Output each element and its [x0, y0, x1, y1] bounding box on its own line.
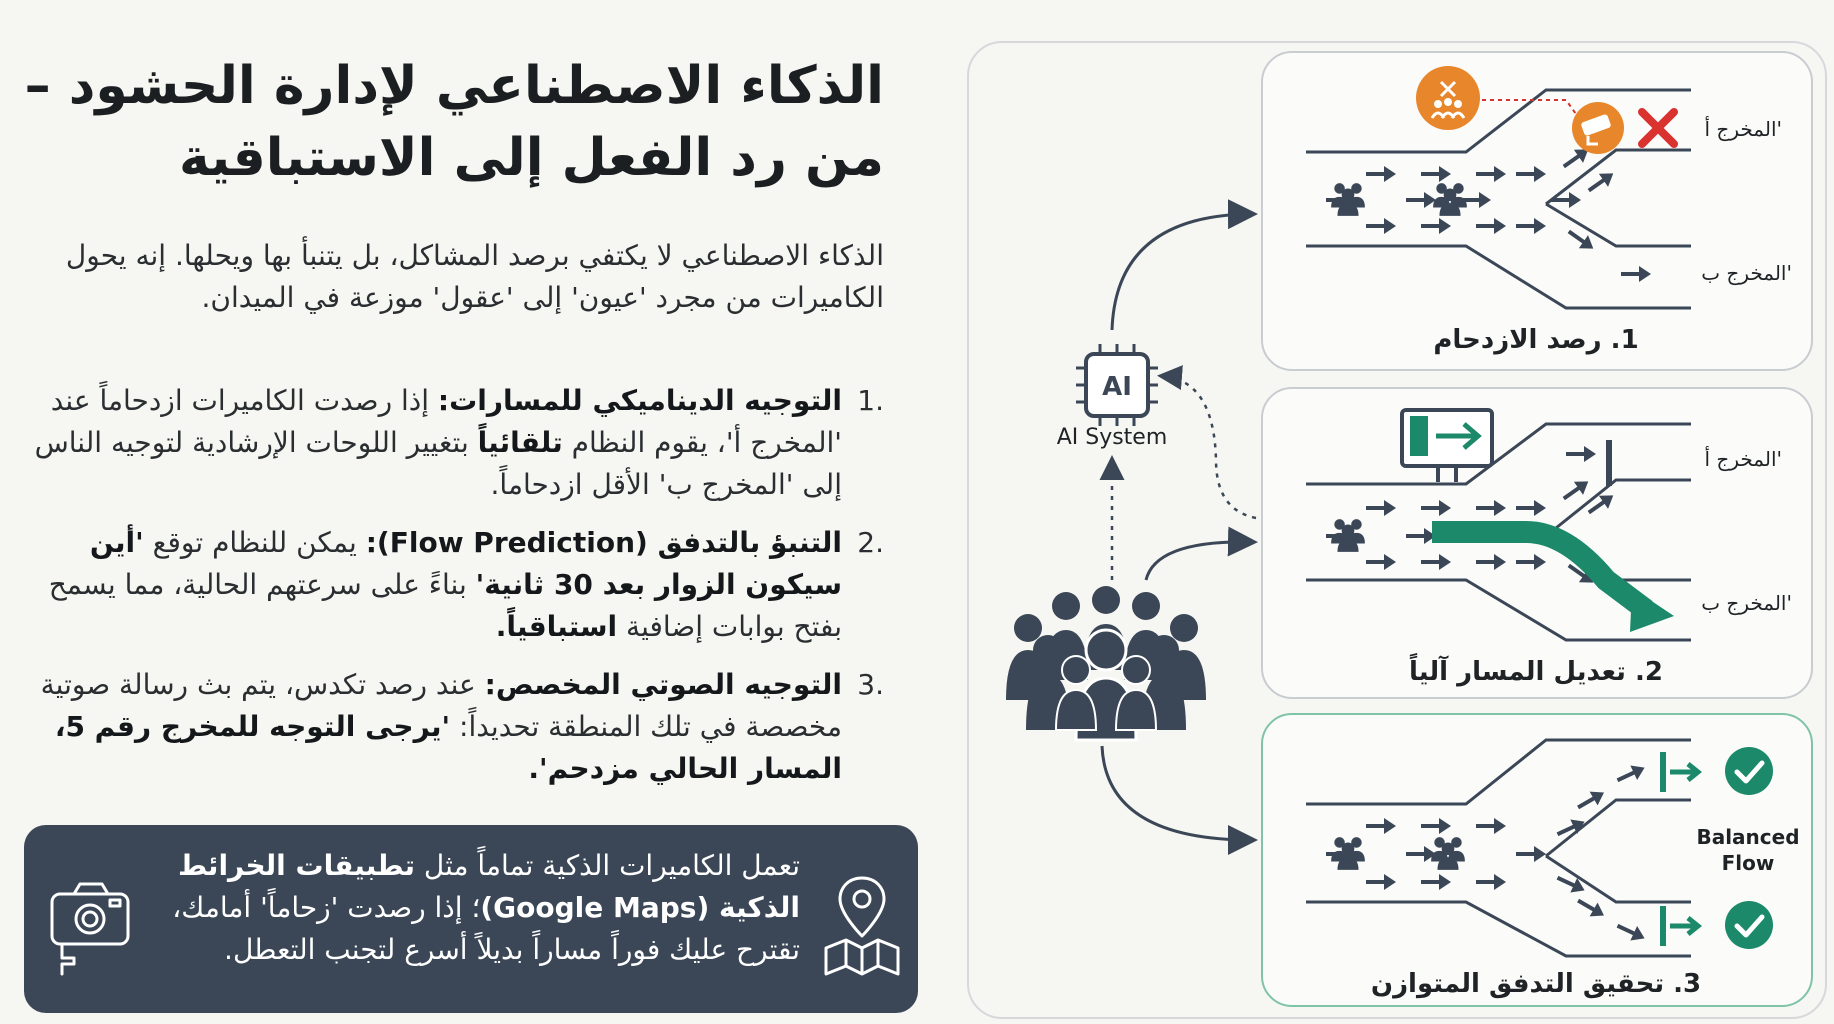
- crowd-alert-icon: [1416, 66, 1480, 130]
- ai-system-label: AI System: [1056, 425, 1168, 450]
- panel-auto-reroute: [1262, 388, 1812, 698]
- list-item: [24, 522, 884, 648]
- check-icon: [1725, 901, 1773, 949]
- point-text: عند رصد تكدس، يتم بث رسالة صوتية مخصصة في تلك المنطقة تحديداً:: [40, 668, 842, 743]
- exit-a-label: المخرج أ': [1704, 447, 1782, 471]
- exit-a-label: المخرج أ': [1704, 117, 1782, 141]
- connector-ai-to-panel1: [1112, 214, 1252, 330]
- analogy-note-box: [24, 825, 918, 1013]
- point-heading: التنبؤ بالتدفق (Flow Prediction):: [365, 526, 842, 559]
- exit-b-label: المخرج ب': [1701, 261, 1792, 285]
- crowd-flow-diagram: [966, 40, 1828, 1020]
- connector-crowd-to-panel2: [1146, 542, 1252, 580]
- point-emphasis: 'يرجى التوجه للمخرج رقم 5، المسار الحالي مزدحم'.: [54, 710, 842, 785]
- connector-panel2-to-ai: [1162, 376, 1256, 518]
- connector-crowd-to-panel3: [1102, 746, 1252, 840]
- point-text: بتغيير اللوحات الإرشادية لتوجيه الناس إلى 'المخرج ب' الأقل ازدحاماً.: [34, 426, 842, 501]
- check-icon: [1725, 747, 1773, 795]
- point-heading: التوجيه الديناميكي للمسارات:: [437, 384, 842, 417]
- points-list: [24, 380, 884, 806]
- title-line-1: الذكاء الاصطناعي لإدارة الحشود –: [24, 56, 884, 116]
- panel-congestion-detection: [1262, 52, 1812, 370]
- panel-3-title: 3. تحقيق التدفق المتوازن: [1370, 969, 1702, 999]
- map-pin-icon: [820, 870, 904, 980]
- crowd-icon: [1006, 586, 1206, 740]
- list-number: .1: [857, 384, 884, 417]
- note-text-part: تعمل الكاميرات الذكية تماماً مثل: [414, 849, 800, 882]
- note-text: [140, 845, 800, 971]
- point-text: إذا رصدت الكاميرات ازدحاماً عند 'المخرج أ'، يقوم النظام: [50, 384, 842, 459]
- ai-chip-icon: [1076, 344, 1158, 426]
- balanced-flow-label-1: Balanced: [1696, 825, 1800, 849]
- point-emphasis: استباقياً.: [495, 610, 618, 643]
- text-column: [24, 40, 884, 1010]
- note-emphasis: تطبيقات الخرائط الذكية (Google Maps): [177, 849, 800, 924]
- page-title: [24, 50, 884, 194]
- exit-b-label: المخرج ب': [1701, 591, 1792, 615]
- point-text: يمكن للنظام توقع: [143, 526, 366, 559]
- panel-1-title: 1. رصد الازدحام: [1433, 325, 1639, 355]
- point-heading: التوجيه الصوتي المخصص:: [484, 668, 842, 701]
- camera-icon: [48, 880, 134, 980]
- list-item: [24, 380, 884, 506]
- point-text: بناءً على سرعتهم الحالية، مما يسمح بفتح بوابات إضافية: [48, 568, 842, 643]
- balanced-flow-label-2: Flow: [1721, 851, 1775, 875]
- list-number: .2: [857, 526, 884, 559]
- cctv-icon: [1572, 102, 1624, 154]
- ai-chip-text: AI: [1102, 372, 1132, 402]
- intro-paragraph: الذكاء الاصطناعي لا يكتفي برصد المشاكل، بل يتنبأ بها ويحلها. إنه يحول الكاميرات من مجرد 'عيون' إلى 'عقول' موزعة في الميدان.: [65, 239, 884, 314]
- panel-2-title: 2. تعديل المسار آلياً: [1409, 657, 1663, 687]
- note-text-part: ؛ إذا رصدت 'زحاماً' أمامك، تقترح عليك فوراً مساراً بديلاً أسرع لتجنب التعطل.: [172, 891, 800, 966]
- list-item: [24, 664, 884, 790]
- list-number: .3: [857, 668, 884, 701]
- gate-icon: [1606, 440, 1612, 486]
- point-emphasis: 'أين سيكون الزوار بعد 30 ثانية': [89, 526, 842, 601]
- title-line-2: من رد الفعل إلى الاستباقية: [179, 128, 884, 188]
- panel-balanced-flow: [1262, 714, 1812, 1006]
- point-emphasis: تلقائياً: [477, 426, 563, 459]
